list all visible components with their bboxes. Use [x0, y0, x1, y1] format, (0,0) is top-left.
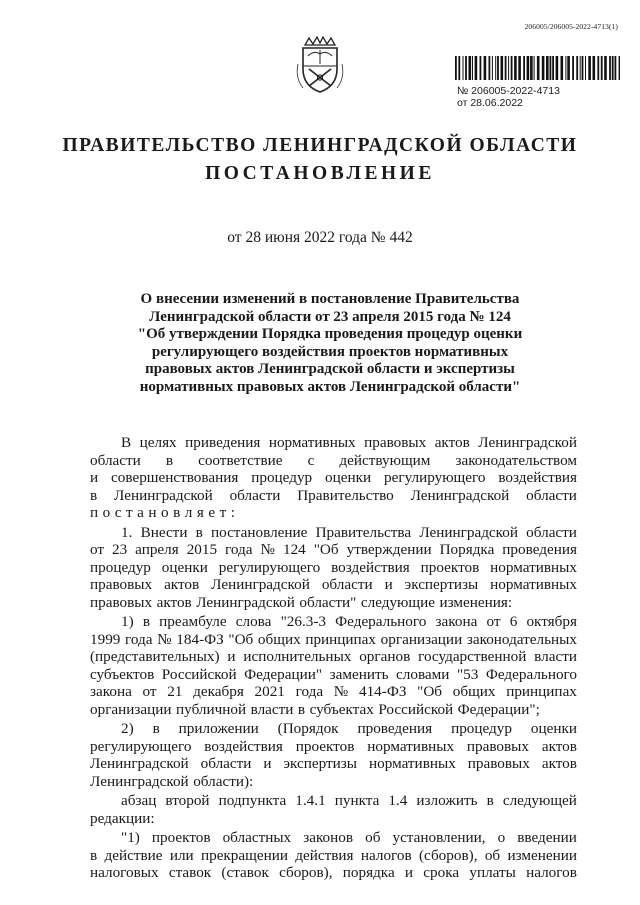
body-line: абзац второй подпункта 1.4.1 пункта 1.4 изложить в следующей	[121, 792, 577, 809]
title-line: регулирующего воздействия проектов нормативных	[151, 343, 509, 360]
document-code: 206005/206005-2022-4713(1)	[524, 22, 618, 31]
document-type: ПОСТАНОВЛЕНИЕ	[205, 163, 435, 184]
body-line: (представительных) и исполнительных органов государственной власти	[90, 648, 577, 665]
body-line: регулирующего воздействия проектов нормативных правовых актов	[90, 737, 577, 755]
issuing-authority: ПРАВИТЕЛЬСТВО ЛЕНИНГРАДСКОЙ ОБЛАСТИ	[62, 135, 578, 156]
registration-number: № 206005-2022-4713	[457, 85, 560, 97]
body-line: 2) в приложении (Порядок проведения процедур оценки	[121, 720, 577, 737]
body-line: закона от 21 декабря 2021 года № 414-ФЗ "Об общих принципах	[90, 683, 577, 700]
title-line: нормативных правовых актов Ленинградской области"	[139, 378, 521, 395]
body-line: Ленинградской области и экспертизы нормативных правовых актов	[90, 755, 577, 772]
body-line: 1) в преамбуле слова "26.3-3 Федерального закона от 6 октября	[121, 613, 577, 630]
coat-of-arms-emblem	[294, 36, 346, 94]
document-date-number: от 28 июня 2022 года № 442	[227, 229, 413, 246]
body-line: субъектов Российской Федерации" заменить словами "53 Федерального	[90, 665, 577, 683]
body-line: области в соответствие с действующим законодательством	[90, 451, 577, 469]
registration-date: от 28.06.2022	[457, 97, 523, 109]
body-line: Ленинградской области):	[90, 772, 254, 790]
title-line: О внесении изменений в постановление Правительства	[140, 291, 520, 307]
body-line: правовых актов Ленинградской области и экспертизы нормативных	[90, 576, 577, 593]
title-line: Ленинградской области от 23 апреля 2015 года № 124	[149, 308, 511, 325]
body-line: 1999 года № 184-ФЗ "Об общих принципах организации законодательных	[90, 630, 577, 648]
body-line: 1. Внести в постановление Правительства Ленинградской области	[121, 523, 577, 541]
body-line: от 23 апреля 2015 года № 124 "Об утверждении Порядка проведения	[90, 541, 577, 558]
barcode	[455, 56, 620, 80]
title-line: "Об утверждении Порядка проведения процедур оценки	[137, 326, 523, 342]
document-body	[90, 434, 577, 882]
title-line: правовых актов Ленинградской области и экспертизы	[145, 361, 515, 377]
registration-stamp	[455, 56, 620, 109]
body-line: в действие или прекращении действия налогов (сборов), об изменении	[90, 846, 577, 864]
body-line: п о с т а н о в л я е т :	[90, 504, 235, 521]
document-title	[120, 291, 540, 396]
body-line: процедур оценки регулирующего воздействия проектов нормативных	[90, 558, 577, 576]
body-line: и совершенствования процедур оценки регулирующего воздействия	[90, 469, 577, 486]
body-line: "1) проектов областных законов об установлении, о введении	[121, 829, 577, 846]
body-line: В целях приведения нормативных правовых актов Ленинградской	[121, 434, 577, 451]
body-line: налоговых ставок (ставок сборов), порядка и срока уплаты налогов	[90, 864, 577, 881]
body-line: редакции:	[90, 809, 155, 827]
body-line: правовых актов Ленинградской области" следующие изменения:	[90, 593, 513, 611]
body-line: в Ленинградской области Правительство Ленинградской области	[90, 486, 577, 504]
body-line: организации публичной власти в субъектах Российской Федерации";	[90, 700, 540, 718]
